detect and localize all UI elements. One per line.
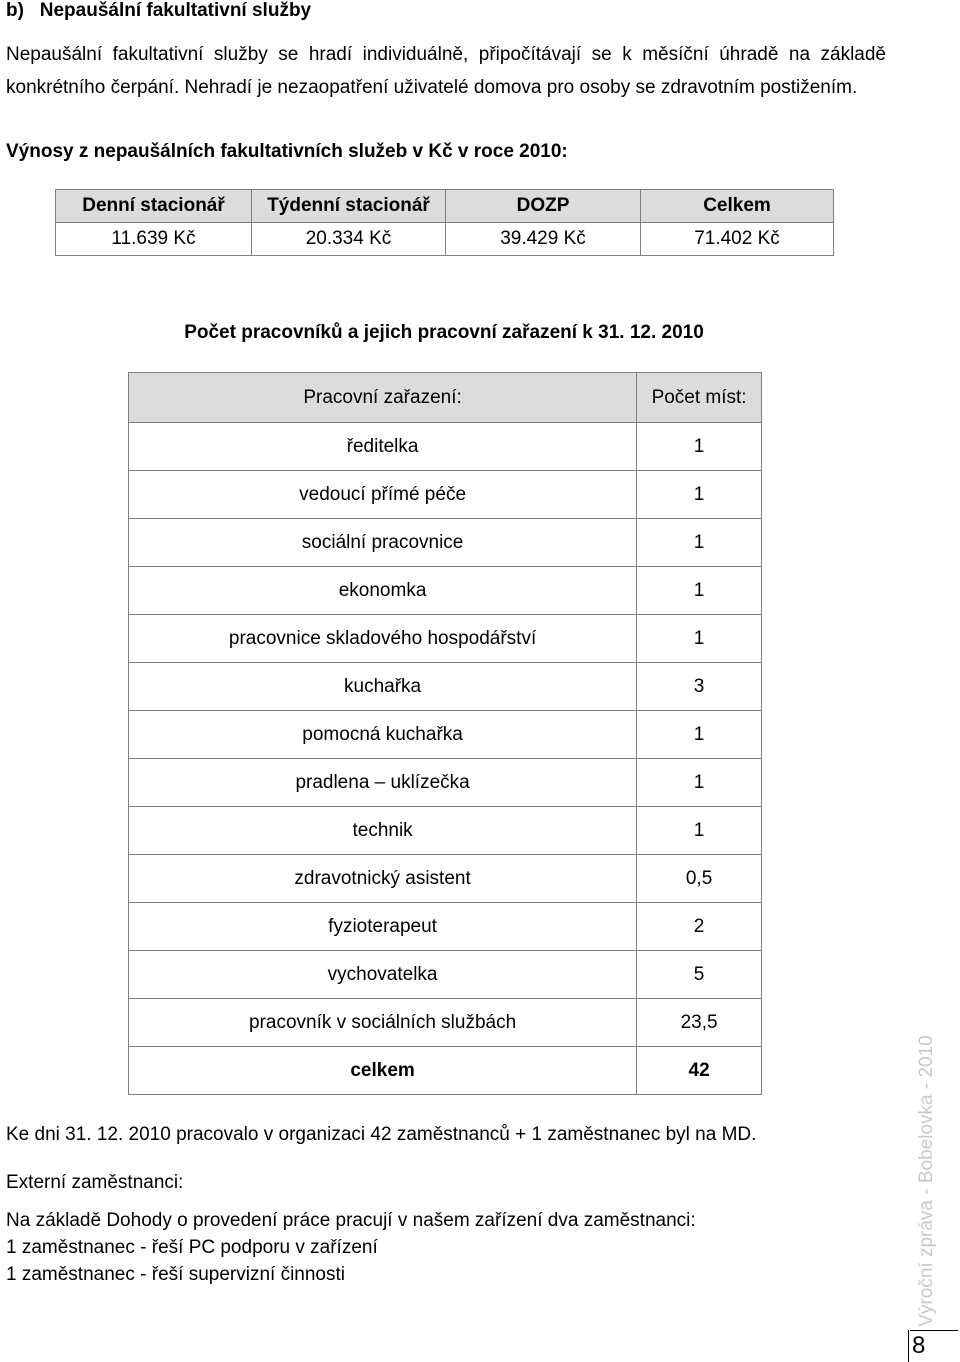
staff-count: 1 <box>637 471 762 519</box>
table-row <box>129 759 762 807</box>
staff-position: pracovník v sociálních službách <box>129 999 637 1047</box>
staff-position: technik <box>129 807 637 855</box>
staff-count: 2 <box>637 903 762 951</box>
revenue-title: Výnosy z nepaušálních fakultativních služeb v Kč v roce 2010: <box>6 141 568 162</box>
revenue-header-row <box>56 190 834 223</box>
staff-count: 0,5 <box>637 855 762 903</box>
revenue-value-cell: 39.429 Kč <box>446 223 641 256</box>
table-row <box>129 999 762 1047</box>
table-row <box>129 663 762 711</box>
agreement-note: Na základě Dohody o provedení práce pracují v našem zařízení dva zaměstnanci: <box>6 1210 696 1231</box>
table-row <box>129 567 762 615</box>
staff-count: 1 <box>637 807 762 855</box>
table-row <box>129 711 762 759</box>
staff-position: pomocná kuchařka <box>129 711 637 759</box>
table-row <box>129 423 762 471</box>
staff-count: 23,5 <box>637 999 762 1047</box>
staff-count: 1 <box>637 711 762 759</box>
table-row <box>129 903 762 951</box>
revenue-header-cell: Denní stacionář <box>56 190 252 223</box>
page-divider-vertical <box>908 1330 909 1362</box>
staff-position: sociální pracovnice <box>129 519 637 567</box>
employee-count-note: Ke dni 31. 12. 2010 pracovalo v organizaci 42 zaměstnanců + 1 zaměstnanec byl na MD. <box>6 1124 757 1145</box>
staff-count: 5 <box>637 951 762 999</box>
staff-count: 1 <box>637 759 762 807</box>
table-row <box>129 519 762 567</box>
staff-position: kuchařka <box>129 663 637 711</box>
staff-total-row <box>129 1047 762 1095</box>
revenue-table <box>55 189 834 256</box>
section-paragraph: Nepaušální fakultativní služby se hradí individuálně, připočítávají se k měsíční úhradě na základě konkrétního čerpání. Nehradí je nezaopatření uživatelé domova pro osoby se zdravotním postižením. <box>6 44 886 98</box>
staff-position: vedoucí přímé péče <box>129 471 637 519</box>
staff-position: ekonomka <box>129 567 637 615</box>
external-line-2: 1 zaměstnanec - řeší supervizní činnosti <box>6 1264 345 1285</box>
staff-header-row <box>129 373 762 423</box>
external-employees-title: Externí zaměstnanci: <box>6 1172 184 1193</box>
staff-table-title: Počet pracovníků a jejich pracovní zařazení k 31. 12. 2010 <box>184 322 704 343</box>
revenue-header-cell: DOZP <box>446 190 641 223</box>
staff-position: vychovatelka <box>129 951 637 999</box>
staff-position: zdravotnický asistent <box>129 855 637 903</box>
staff-total-label: celkem <box>129 1047 637 1095</box>
staff-count: 1 <box>637 567 762 615</box>
staff-count: 1 <box>637 615 762 663</box>
revenue-value-cell: 20.334 Kč <box>252 223 446 256</box>
revenue-header-cell: Celkem <box>641 190 834 223</box>
table-row <box>129 615 762 663</box>
revenue-header-cell: Týdenní stacionář <box>252 190 446 223</box>
page-number: 8 <box>912 1332 926 1359</box>
staff-position: ředitelka <box>129 423 637 471</box>
staff-total-count: 42 <box>637 1047 762 1095</box>
revenue-value-row <box>56 223 834 256</box>
table-row <box>129 855 762 903</box>
staff-table <box>128 372 762 1095</box>
staff-header-count: Počet míst: <box>637 373 762 423</box>
revenue-value-cell: 71.402 Kč <box>641 223 834 256</box>
sidebar-watermark <box>898 1035 956 1327</box>
table-row <box>129 807 762 855</box>
section-heading: b) Nepaušální fakultativní služby <box>6 0 312 21</box>
staff-position: fyzioterapeut <box>129 903 637 951</box>
page-divider <box>910 1330 958 1331</box>
staff-position: pradlena – uklízečka <box>129 759 637 807</box>
external-line-1: 1 zaměstnanec - řeší PC podporu v zařízení <box>6 1237 378 1258</box>
staff-count: 3 <box>637 663 762 711</box>
sidebar-text: Výroční zpráva - Bobelovka - 2010 <box>916 1035 937 1327</box>
staff-count: 1 <box>637 519 762 567</box>
staff-count: 1 <box>637 423 762 471</box>
table-row <box>129 951 762 999</box>
table-row <box>129 471 762 519</box>
staff-position: pracovnice skladového hospodářství <box>129 615 637 663</box>
staff-header-position: Pracovní zařazení: <box>129 373 637 423</box>
revenue-value-cell: 11.639 Kč <box>56 223 252 256</box>
